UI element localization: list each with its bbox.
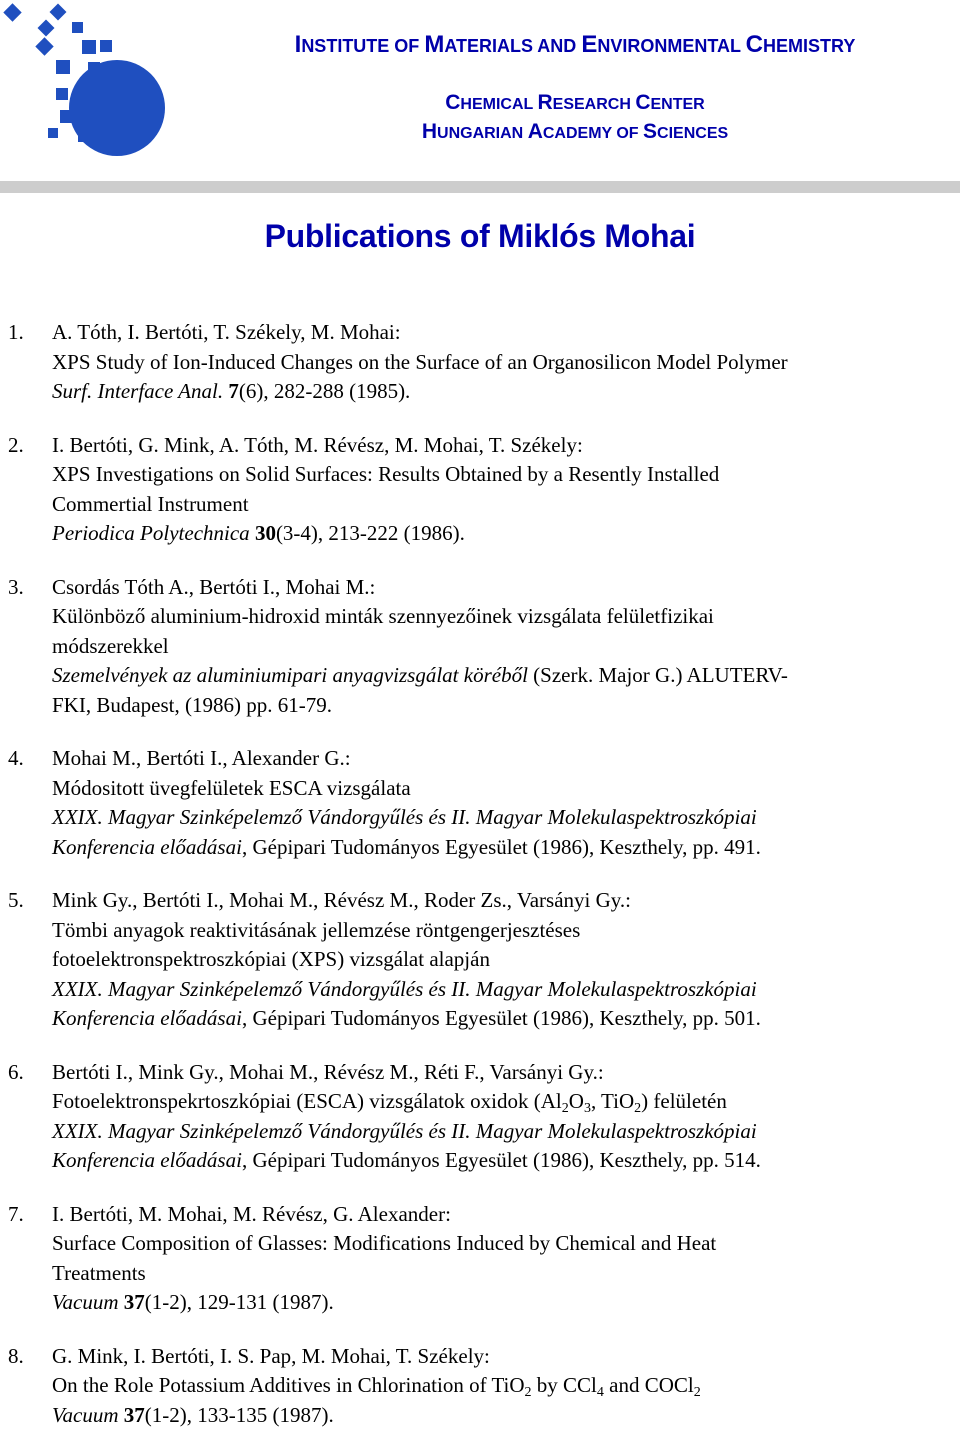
publication-title: Különböző aluminium-hidroxid minták szennyezőinek vizsgálata felületfizikai <box>52 604 714 628</box>
publication-list <box>0 318 960 1454</box>
volume: 7 <box>228 379 239 403</box>
publication-title: Commertial Instrument <box>52 491 249 516</box>
citation <box>52 377 960 407</box>
citation-details: FKI, Budapest, (1986) pp. 61-79. <box>52 692 332 717</box>
journal-name: Periodica Polytechnica <box>52 521 250 545</box>
citation-details: , Gépipari Tudományos Egyesület (1986), Keszthely, pp. 501. <box>241 1006 761 1030</box>
conference-name: Konferencia előadásai <box>52 834 242 859</box>
item-number: 6. <box>8 1059 24 1084</box>
publication-item <box>0 573 960 721</box>
authors: G. Mink, I. Bertóti, I. S. Pap, M. Mohai, T. Székely: <box>52 1343 490 1368</box>
publication-title: Fotoelektronspekrtoszkópiai (ESCA) vizsgálatok oxidok ($Al_2O_3$, TiO$_2$) felületén <box>52 1089 727 1116</box>
citation <box>52 833 960 863</box>
journal-name: Vacuum <box>52 1290 119 1314</box>
item-number: 7. <box>8 1201 24 1226</box>
book-title: Szemelvények az aluminiumipari anyagvizsgálat köréből <box>52 663 528 687</box>
conference-name: XXIX. Magyar Szinképelemző Vándorgyűlés és II. Magyar Molekulaspektroszkópiai <box>52 1118 757 1143</box>
item-number: 8. <box>8 1343 24 1368</box>
item-number: 1. <box>8 320 24 344</box>
volume: 37 <box>123 1290 145 1314</box>
publication-item <box>0 886 960 1034</box>
citation-details: (1-2), 129-131 (1987). <box>144 1290 334 1314</box>
citation <box>52 1004 960 1034</box>
citation <box>52 519 960 549</box>
publication-title: módszerekkel <box>52 633 169 658</box>
authors: Mink Gy., Bertóti I., Mohai M., Révész M., Roder Zs., Varsányi Gy.: <box>52 888 631 912</box>
citation <box>52 1401 960 1431</box>
citation-details: , Gépipari Tudományos Egyesület (1986), Keszthely, pp. 491. <box>241 834 761 859</box>
volume: 30 <box>254 521 276 545</box>
authors: Bertóti I., Mink Gy., Mohai M., Révész M., Réti F., Varsányi Gy.: <box>52 1059 604 1084</box>
citation-details: (6), 282-288 (1985). <box>238 379 411 403</box>
item-number: 4. <box>8 746 24 770</box>
conference-name: XXIX. Magyar Szinképelemző Vándorgyűlés és II. Magyar Molekulaspektroszkópiai <box>52 805 757 829</box>
authors: I. Bertóti, M. Mohai, M. Révész, G. Alexander: <box>52 1201 451 1226</box>
citation-details: , Gépipari Tudományos Egyesület (1986), Keszthely, pp. 514. <box>241 1148 761 1172</box>
citation <box>52 661 960 691</box>
authors: I. Bertóti, G. Mink, A. Tóth, M. Révész, M. Mohai, T. Székely: <box>52 432 583 457</box>
publication-title: Tömbi anyagok reaktivitásának jellemzése röntgengerjesztéses <box>52 917 581 942</box>
publication-title: fotoelektronspektroszkópiai (XPS) vizsgálat alapján <box>52 947 490 971</box>
authors: Mohai M., Bertóti I., Alexander G.: <box>52 746 351 770</box>
item-number: 5. <box>8 888 24 912</box>
conference-name: Konferencia előadásai <box>52 1148 242 1172</box>
publication-title: Módositott üvegfelületek ESCA vizsgálata <box>52 775 411 800</box>
institute-name: INSTITUTE OF MATERIALS AND ENVIRONMENTAL CHEMISTRY <box>294 31 856 58</box>
publication-item <box>0 1058 960 1176</box>
publication-title: On the Role Potassium Additives in Chlorination of TiO$_2$ by CCl$_4$ and COCl$_2$ <box>52 1373 701 1400</box>
research-center-name: CHEMICAL RESEARCH CENTER <box>445 91 705 114</box>
academy-name: HUNGARIAN ACADEMY OF SCIENCES <box>421 120 729 143</box>
publication-item <box>0 318 960 407</box>
volume: 37 <box>123 1402 145 1427</box>
conference-name: Konferencia előadásai <box>52 1006 242 1030</box>
authors: Csordás Tóth A., Bertóti I., Mohai M.: <box>52 574 376 599</box>
item-number: 3. <box>8 574 24 599</box>
citation <box>52 1288 960 1318</box>
publication-title: Surface Composition of Glasses: Modifications Induced by Chemical and Heat <box>52 1231 717 1255</box>
publication-title: XPS Study of Ion-Induced Changes on the Surface of an Organosilicon Model Polymer <box>52 349 788 374</box>
institute-logo <box>0 0 175 160</box>
publication-title: Treatments <box>52 1260 146 1285</box>
citation-details: (1-2), 133-135 (1987). <box>144 1402 334 1427</box>
header-divider <box>0 181 960 193</box>
publication-item <box>0 431 960 549</box>
page-title: Publications of Miklós Mohai <box>264 218 696 254</box>
citation-details: (Szerk. Major G.) ALUTERV- <box>527 663 788 687</box>
publication-item <box>0 1342 960 1431</box>
conference-name: XXIX. Magyar Szinképelemző Vándorgyűlés és II. Magyar Molekulaspektroszkópiai <box>52 976 757 1001</box>
journal-name: Vacuum <box>52 1402 119 1427</box>
journal-name: Surf. Interface Anal. <box>52 379 224 403</box>
publication-item <box>0 744 960 862</box>
publication-title: XPS Investigations on Solid Surfaces: Results Obtained by a Resently Installed <box>52 462 720 486</box>
item-number: 2. <box>8 432 24 457</box>
citation-details: (3-4), 213-222 (1986). <box>275 521 465 545</box>
publication-item <box>0 1200 960 1318</box>
authors: A. Tóth, I. Bertóti, T. Székely, M. Mohai: <box>52 320 401 344</box>
citation <box>52 1146 960 1176</box>
